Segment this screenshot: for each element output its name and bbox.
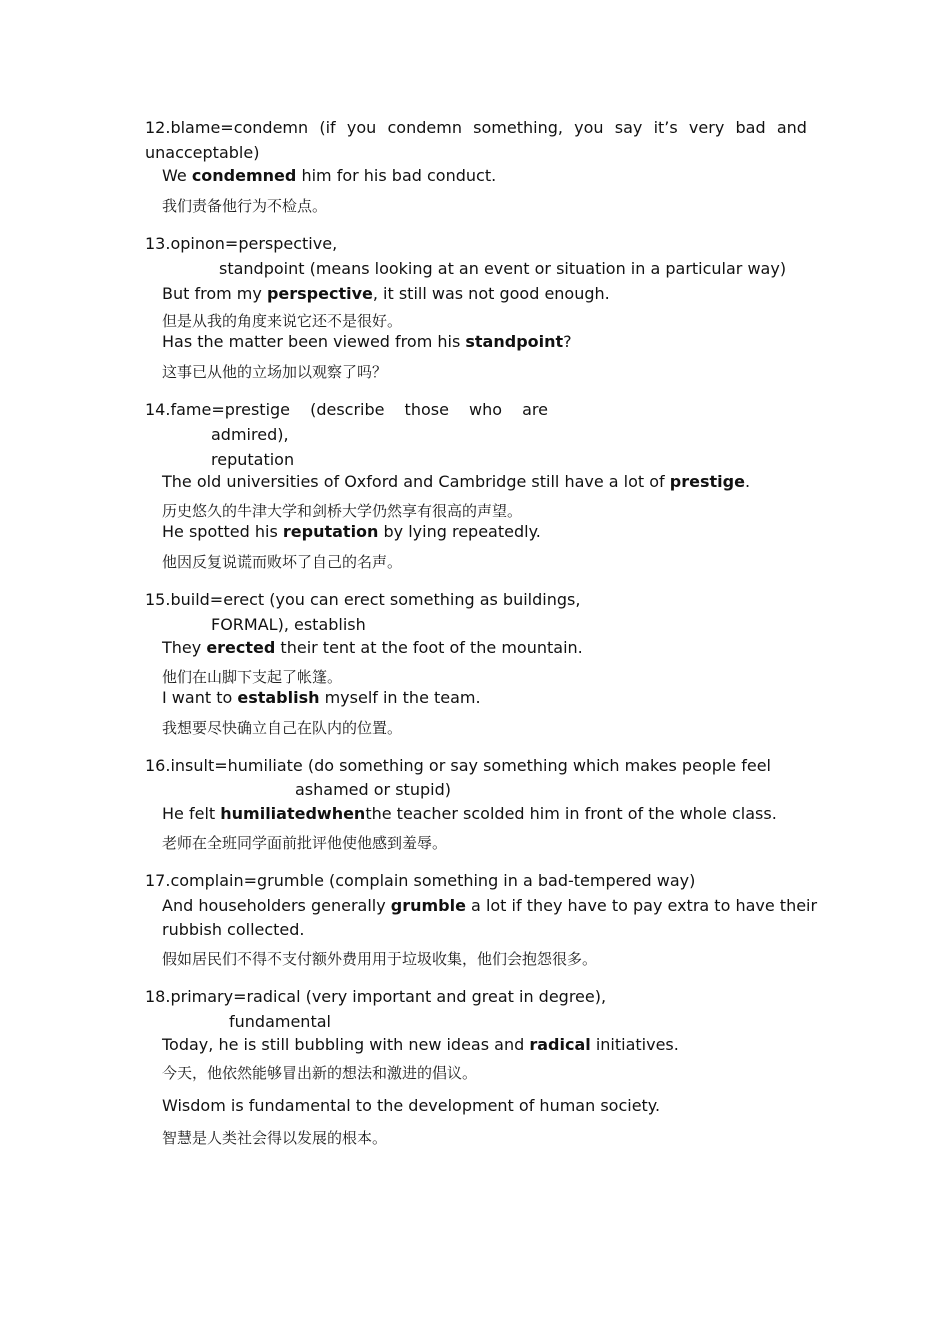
entry-14-headline: 14.fame=prestige (describe those who are — [145, 400, 548, 419]
entry-16-example-1: He felt humiliatedwhenthe teacher scolded him in front of the whole class. — [162, 804, 777, 823]
entry-14-example-2: He spotted his reputation by lying repeatedly. — [162, 522, 541, 541]
entry-13-example-1: But from my perspective, it still was not good enough. — [162, 284, 610, 303]
entry-18-synonym-2: fundamental — [229, 1012, 331, 1031]
entry-16-definition-cont: ashamed or stupid) — [295, 780, 451, 799]
entry-18-example-1: Today, he is still bubbling with new ideas and radical initiatives. — [162, 1035, 679, 1054]
entry-17-example-1: And householders generally grumble a lot if they have to pay extra to have their — [162, 896, 818, 915]
entry-18-translation-2: 智慧是人类社会得以发展的根本。 — [162, 1129, 388, 1147]
entry-17-headline: 17.complain=grumble (complain something in a bad-tempered way) — [145, 871, 696, 890]
entry-15-example-2: I want to establish myself in the team. — [162, 688, 481, 707]
entry-12-example-1: We condemned him for his bad conduct. — [162, 166, 497, 185]
entry-13-translation-2: 这事已从他的立场加以观察了吗？ — [162, 363, 388, 381]
entry-14-translation-2: 他因反复说谎而败坏了自己的名声。 — [162, 553, 403, 571]
entry-12-headline: 12.blame=condemn (if you condemn something, you say it’s very bad and — [145, 118, 807, 137]
entry-14-translation-1: 历史悠久的牛津大学和剑桥大学仍然享有很高的声望。 — [162, 502, 523, 520]
entry-13-translation-1: 但是从我的角度来说它还不是很好。 — [162, 312, 403, 330]
entry-13-synonym-2: standpoint (means looking at an event or situation in a particular way) — [219, 259, 787, 278]
entry-16-headline: 16.insult=humiliate (do something or say something which makes people feel — [145, 756, 771, 775]
entry-13-example-2: Has the matter been viewed from his standpoint? — [162, 332, 572, 351]
entry-16-translation-1: 老师在全班同学面前批评他使他感到羞辱。 — [162, 834, 448, 852]
entry-15-example-1: They erected their tent at the foot of the mountain. — [162, 638, 583, 657]
entry-18-headline: 18.primary=radical (very important and great in degree), — [145, 987, 607, 1006]
entry-14-example-1: The old universities of Oxford and Cambridge still have a lot of prestige. — [162, 472, 751, 491]
entry-13-headline: 13.opinon=perspective, — [145, 234, 338, 253]
entry-17-example-1-cont: rubbish collected. — [162, 920, 305, 939]
entry-15-translation-2: 我想要尽快确立自己在队内的位置。 — [162, 719, 403, 737]
entry-15-translation-1: 他们在山脚下支起了帐篷。 — [162, 668, 343, 686]
entry-14-synonym-2: reputation — [211, 450, 295, 469]
entry-18-example-2: Wisdom is fundamental to the development of human society. — [162, 1096, 661, 1115]
entry-15-definition-cont: FORMAL), establish — [211, 615, 366, 634]
entry-17-translation-1: 假如居民们不得不支付额外费用用于垃圾收集，他们会抱怨很多。 — [162, 950, 598, 968]
entry-15-headline: 15.build=erect (you can erect something as buildings, — [145, 590, 581, 609]
entry-12-translation-1: 我们责备他行为不检点。 — [162, 197, 328, 215]
entry-18-translation-1: 今天，他依然能够冒出新的想法和激进的倡议。 — [162, 1064, 478, 1082]
entry-14-definition-cont: admired), — [211, 425, 289, 444]
entry-12-definition-cont: unacceptable) — [145, 143, 260, 162]
